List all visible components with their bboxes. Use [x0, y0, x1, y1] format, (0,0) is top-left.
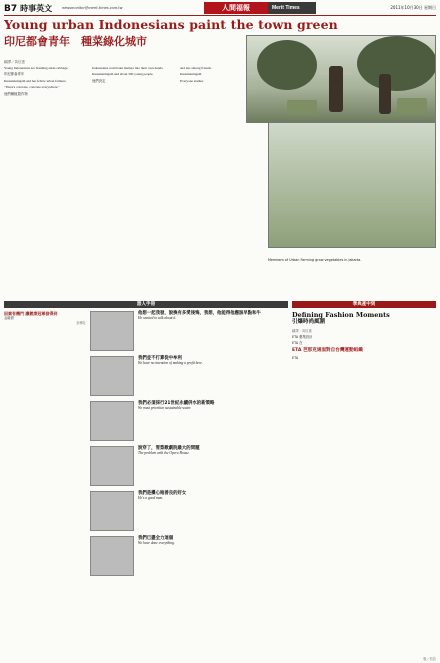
article-paragraph: and ties among friends.	[180, 66, 212, 70]
quote-thumbnail	[90, 536, 134, 576]
article-paragraph: 他們種植農作物	[4, 91, 28, 96]
learning-title-zh: 引爆時尚風潮	[292, 319, 326, 325]
band-right-title: 學典產中到	[292, 301, 436, 308]
quote-english: We have no intention of making a profit here.	[138, 361, 203, 366]
headline-english: Young urban Indonesians paint the town green	[4, 17, 338, 32]
masthead-logo: 人間福報	[204, 2, 268, 14]
learning-title-en: Defining Fashion Moments	[292, 311, 390, 319]
quotes-column	[90, 311, 284, 581]
quote-english: We have done everything.	[138, 541, 175, 546]
article-paragraph: Kusumaningsih	[180, 72, 202, 77]
article-paragraph: Young Indonesians are brushing aside cabbage.	[4, 66, 69, 70]
quote-title: 他想一起我發，說換有多愛後悔，我想，他能得他應該早點和牛	[138, 311, 261, 316]
article-column-1	[4, 66, 88, 98]
learning-paragraph: ETA	[292, 355, 299, 360]
article-paragraph: "There's concrete, concrete everywhere."	[4, 85, 60, 90]
page-header	[4, 2, 436, 16]
quote-item	[90, 356, 284, 396]
quick-quote-source: 彭博社	[76, 321, 86, 326]
quote-title: 說穿了，雪梨歌劇院最大的問題	[138, 446, 200, 451]
learning-subhead: ETA 芭那克通面對自台灣運動組織	[292, 347, 363, 353]
quote-item	[90, 536, 284, 576]
quote-english: He wanted to talk about it.	[138, 316, 177, 321]
quick-quote	[4, 311, 86, 325]
article-paragraph: 印尼都會青年	[4, 72, 25, 77]
article-paragraph: Kusumaningsih and about 300 young people.	[92, 72, 154, 77]
quote-title: 我們必須採行21世紀永續併水的新策略	[138, 401, 215, 406]
band-left-title: 語人手冊	[4, 301, 288, 308]
quote-item	[90, 401, 284, 441]
quote-thumbnail	[90, 311, 134, 351]
quote-thumbnail	[90, 356, 134, 396]
headline-chinese: 印尼都會青年 種菜綠化城市	[4, 35, 147, 48]
article-paragraph: Everyone studies	[180, 78, 204, 83]
quote-thumbnail	[90, 491, 134, 531]
quote-english: The problem with the Opera House.	[138, 451, 190, 456]
quote-title: 我們已盡全力這個	[138, 536, 174, 541]
learning-column	[292, 311, 436, 362]
article-paragraph: 他們決定	[92, 78, 106, 83]
quote-title: 我們並不打算從中牟利	[138, 356, 182, 361]
byline: 翻譯／黃信惠	[4, 60, 25, 64]
quote-english: He's a good man.	[138, 496, 164, 501]
learning-paragraph: ETA 邀集設計	[292, 335, 313, 339]
article-column-3	[180, 66, 264, 85]
quote-thumbnail	[90, 401, 134, 441]
quote-item	[90, 491, 284, 531]
contact-url: newsmonitor@merit-times.com.tw	[62, 6, 123, 10]
quick-quote-title: 因廁有機門 讓鍍康冠軍發得到	[4, 311, 58, 316]
urban-farming-photo	[246, 35, 436, 123]
quote-thumbnail	[90, 446, 134, 486]
learning-paragraph: ETA 在	[292, 341, 303, 346]
page-footer: 版／信息	[423, 657, 436, 661]
page-number: B7 時事英文	[4, 4, 53, 14]
article-paragraph: Indonesians could take matters into their own hands.	[92, 66, 164, 70]
masthead-section: Merit Times	[268, 2, 316, 14]
quick-quotes-column	[4, 311, 86, 330]
article-column-2	[92, 66, 176, 85]
photo-caption: Members of Urban Farming grow vegetables in Jakarta.	[268, 258, 362, 262]
section-band	[4, 301, 436, 308]
quote-title: 我們是擾心她善良的好女	[138, 491, 187, 496]
quote-item	[90, 311, 284, 351]
article-paragraph: Kusumaningsih and her fellow urban farmers.	[4, 78, 67, 83]
fashion-photo	[268, 122, 436, 248]
learning-byline: 翻譯／黃信惠	[292, 329, 312, 333]
quote-item	[90, 446, 284, 486]
quick-quote-body: 金融面	[4, 316, 14, 320]
quote-english: We must prioritize sustainable water.	[138, 406, 192, 411]
issue-date: 2011年10月30日 星期日	[390, 5, 436, 10]
